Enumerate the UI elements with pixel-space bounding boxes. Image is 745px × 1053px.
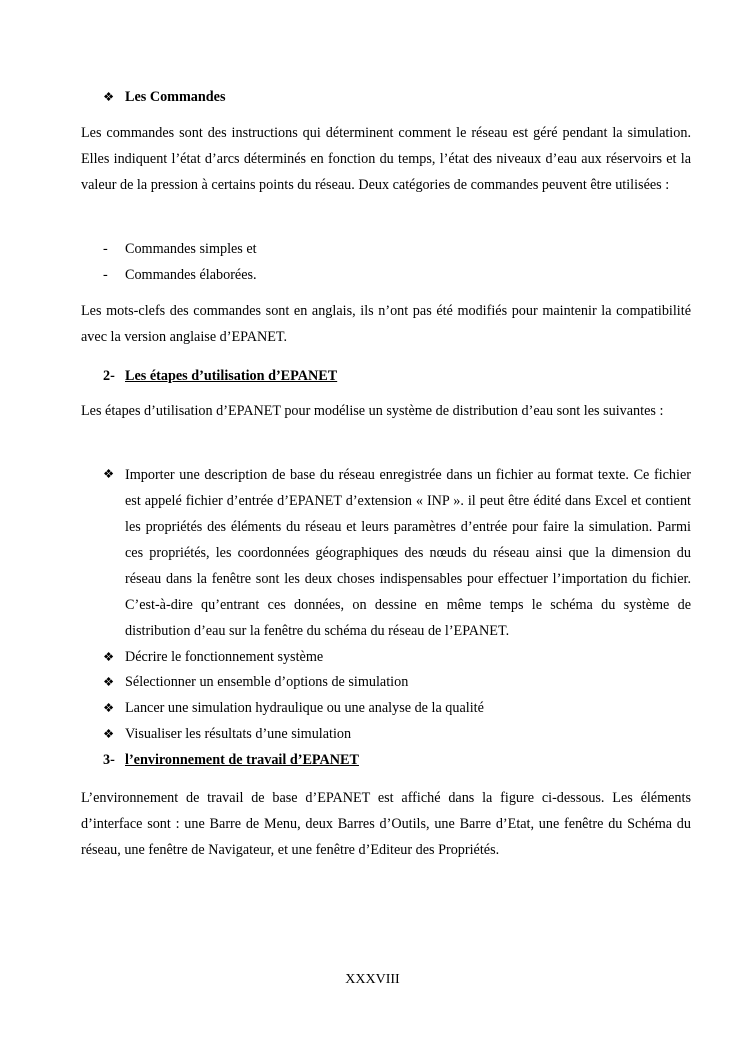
dash-bullet: - (103, 241, 108, 257)
section-heading-etapes (81, 366, 691, 386)
heading-text: Les Commandes (125, 89, 226, 105)
section-heading-environnement (81, 750, 691, 770)
diamond-bullet-icon: ❖ (103, 701, 115, 715)
list-item (81, 462, 691, 644)
list-item-text: Décrire le fonctionnement système (125, 649, 324, 665)
list-item-text: Lancer une simulation hydraulique ou une analyse de la qualité (125, 700, 484, 716)
list-item (81, 672, 691, 692)
heading-text: l’environnement de travail d’EPANET (125, 752, 359, 768)
etapes-intro-paragraph: Les étapes d’utilisation d’EPANET pour modélise un système de distribution d’eau sont les suivantes : (81, 403, 664, 419)
section-number: 2- (103, 368, 115, 384)
list-item (81, 647, 691, 667)
commandes-paragraph: Les commandes sont des instructions qui déterminent comment le réseau est géré pendant la simulation. Elles indiquent l’état d’arcs déterminés en fonction du temps, l’état des niveaux d’eau aux réservoirs et la valeur de la pression à certains points du réseau. Deux catégories de commandes peuvent être utilisées : (81, 125, 691, 193)
list-item (81, 698, 691, 718)
list-item-text: Importer une description de base du réseau enregistrée dans un fichier au format texte. Ce fichier est appelé fichier d’entrée d’EPANET d’extension « INP ». il peut être édité dans Excel et contient les propriétés des éléments du réseau et leurs paramètres d’entrée pour faire la simulation. Parmi ces propriétés, les coordonnées géographiques des nœuds du réseau ainsi que la dimension du réseau dans la fenêtre sont les deux choses indispensables pour effectuer l’importation du fichier. C’est-à-dire qu’entrant ces données, on dessine en même temps le schéma du système de distribution d’eau sur la fenêtre du schéma du réseau de l’EPANET. (125, 467, 691, 639)
list-item (81, 239, 691, 259)
heading-text: Les étapes d’utilisation d’EPANET (125, 368, 338, 384)
diamond-bullet-icon: ❖ (103, 675, 115, 689)
list-item-text: Commandes élaborées. (125, 267, 257, 283)
list-item-text: Commandes simples et (125, 241, 257, 257)
diamond-bullet-icon: ❖ (103, 90, 115, 104)
keywords-note-paragraph: Les mots-clefs des commandes sont en anglais, ils n’ont pas été modifiés pour maintenir la compatibilité avec la version anglaise d’EPANET. (81, 303, 691, 345)
environnement-paragraph: L’environnement de travail de base d’EPANET est affiché dans la figure ci-dessous. Les éléments d’interface sont : une Barre de Menu, deux Barres d’Outils, une Barre d’Etat, une fenêtre du Schéma du réseau, une fenêtre de Navigateur, et une fenêtre d’Editeur des Propriétés. (81, 790, 691, 858)
list-item-text: Visualiser les résultats d’une simulation (125, 726, 352, 742)
diamond-bullet-icon: ❖ (103, 467, 115, 481)
diamond-bullet-icon: ❖ (103, 650, 115, 664)
diamond-bullet-icon: ❖ (103, 727, 115, 741)
list-item (81, 724, 691, 744)
page-number: XXXVIII (345, 972, 400, 987)
list-item (81, 265, 691, 285)
list-item-text: Sélectionner un ensemble d’options de simulation (125, 674, 409, 690)
section-heading-commandes (81, 87, 691, 107)
dash-bullet: - (103, 267, 108, 283)
section-number: 3- (103, 752, 115, 768)
